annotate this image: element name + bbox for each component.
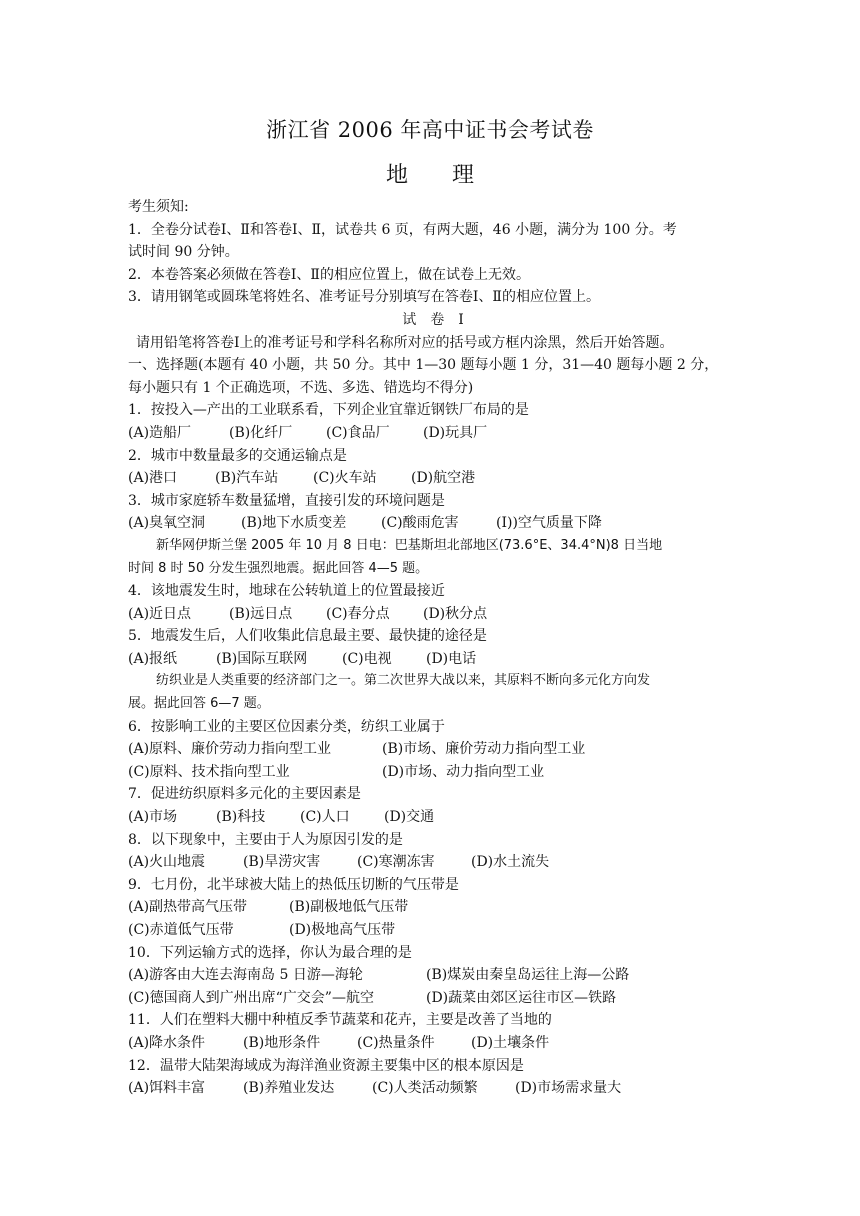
option: (A)游客由大连去海南岛 5 日游—海轮 <box>128 967 363 984</box>
question-stem: 8．以下现象中，主要由于人为原因引发的是 <box>128 831 403 848</box>
option: (B)旱涝灾害 <box>243 854 321 871</box>
option: (C)原料、技术指向型工业 <box>128 763 290 780</box>
material-textile: 纺织业是人类重要的经济部门之一。第二次世界大战以来，其原料不断向多元化方向发 <box>156 673 651 689</box>
question-options <box>128 919 738 942</box>
option: (A)造船厂 <box>128 424 192 441</box>
question-stem: 3．城市家庭轿车数量猛增，直接引发的环境问题是 <box>128 492 445 509</box>
question-stem: 10．下列运输方式的选择，你认为最合理的是 <box>128 944 412 961</box>
question-options <box>128 761 738 784</box>
option: (A)饵料丰富 <box>128 1080 206 1097</box>
option: (A)近日点 <box>128 605 192 622</box>
question-options <box>128 806 738 829</box>
option: (A)副热带高气压带 <box>128 899 248 916</box>
part-title-cont: 每小题只有 1 个正确选项，不选、多选、错选均不得分) <box>128 379 474 396</box>
option: (A)报纸 <box>128 650 178 667</box>
question-stem: 6．按影响工业的主要区位因素分类，纺织工业属于 <box>128 718 445 735</box>
question-stem: 9．七月份，北半球被大陆上的热低压切断的气压带是 <box>128 876 459 893</box>
question-stem: 1．按投入—产出的工业联系看，下列企业宜靠近钢铁厂布局的是 <box>128 402 529 419</box>
option: (C)赤道低气压带 <box>128 922 234 938</box>
notice-item: 2．本卷答案必须做在答卷Ⅰ、Ⅱ的相应位置上，做在试卷上无效。 <box>128 266 530 283</box>
option: (A)臭氧空洞 <box>128 515 206 532</box>
option: (C)电视 <box>342 650 392 667</box>
section-heading: 试 卷 Ⅰ <box>402 311 464 328</box>
option: (B)养殖业发达 <box>243 1080 335 1097</box>
option: (D)玩具厂 <box>423 424 488 441</box>
option: (A)降水条件 <box>128 1034 206 1051</box>
option: (B)科技 <box>216 809 266 826</box>
part-title: 一、选择题(本题有 40 小题，共 50 分。其中 1—30 题每小题 1 分，31—40 题每小题 2 分， <box>128 357 719 374</box>
option: (D)电话 <box>426 650 477 667</box>
option: (C)火车站 <box>313 470 377 487</box>
option: (B)地形条件 <box>243 1034 321 1051</box>
option: (D)航空港 <box>411 470 476 487</box>
notice-item: 1．全卷分试卷Ⅰ、Ⅱ和答卷Ⅰ、Ⅱ，试卷共 6 页，有两大题，46 小题，满分为 100 分。考 <box>128 221 677 238</box>
option: (C)食品厂 <box>326 424 390 441</box>
question-options <box>128 422 738 445</box>
question-stem: 11．人们在塑料大棚中种植反季节蔬菜和花卉，主要是改善了当地的 <box>128 1012 552 1029</box>
notice-heading: 考生须知: <box>128 199 189 215</box>
option: (C)人类活动频繁 <box>372 1080 478 1097</box>
exam-body <box>128 196 738 1100</box>
option: (B)煤炭由秦皇岛运往上海—公路 <box>426 967 630 984</box>
question-options <box>128 896 738 919</box>
question-options <box>128 467 738 490</box>
option: (D)极地高气压带 <box>289 922 396 938</box>
option: (C)寒潮冻害 <box>357 854 435 871</box>
section-instruction: 请用铅笔将答卷Ⅰ上的准考证号和学科名称所对应的括号或方框内涂黑，然后开始答题。 <box>136 334 674 351</box>
option: (C)人口 <box>300 809 350 826</box>
option: (A)市场 <box>128 809 178 826</box>
option: (B)汽车站 <box>215 470 279 487</box>
option: (D)交通 <box>384 809 435 826</box>
option: (D)市场、动力指向型工业 <box>382 763 545 780</box>
option: (B)市场、廉价劳动力指向型工业 <box>382 741 586 758</box>
material-quake-cont: 时间 8 时 50 分发生强烈地震。据此回答 4—5 题。 <box>128 560 429 576</box>
question-options <box>128 1032 738 1055</box>
option: (B)远日点 <box>229 605 293 622</box>
question-options <box>128 512 738 535</box>
question-stem: 2．城市中数量最多的交通运输点是 <box>128 447 347 464</box>
option: (B)化纤厂 <box>229 424 293 441</box>
subject-heading <box>0 158 860 189</box>
option: (D)水土流失 <box>471 854 550 871</box>
question-stem: 5．地震发生后，人们收集此信息最主要、最快捷的途径是 <box>128 628 487 645</box>
option: (A)火山地震 <box>128 854 206 871</box>
subject-char-1: 地 <box>385 163 408 188</box>
option: (C)酸雨危害 <box>381 515 459 532</box>
option: (B)国际互联网 <box>216 650 308 667</box>
question-stem: 12．温带大陆架海域成为海洋渔业资源主要集中区的根本原因是 <box>128 1057 524 1074</box>
question-options <box>128 738 738 761</box>
question-options <box>128 1077 738 1100</box>
subject-char-2: 理 <box>452 163 475 188</box>
exam-title: 浙江省 2006 年高中证书会考试卷 <box>266 118 594 142</box>
notice-item: 3．请用钢笔或圆珠笔将姓名、准考证号分别填写在答卷Ⅰ、Ⅱ的相应位置上。 <box>128 289 600 306</box>
question-options <box>128 851 738 874</box>
option: (A)港口 <box>128 470 178 487</box>
material-quake: 新华网伊斯兰堡 2005 年 10 月 8 日电：巴基斯坦北部地区(73.6°E、34.4°N)8 日当地 <box>156 537 663 553</box>
option: (D)市场需求量大 <box>515 1080 622 1097</box>
question-stem: 7．促进纺织原料多元化的主要因素是 <box>128 786 361 803</box>
option: (B)地下水质变差 <box>241 515 347 532</box>
option: (D)秋分点 <box>423 605 488 622</box>
option: (C)热量条件 <box>357 1034 435 1051</box>
question-options <box>128 964 738 987</box>
question-options <box>128 987 738 1010</box>
option: (D)土壤条件 <box>471 1034 550 1051</box>
option: (I))空气质量下降 <box>496 515 602 532</box>
option: (C)德国商人到广州出席“广交会”—航空 <box>128 989 374 1006</box>
option: (D)蔬菜由郊区运往市区—铁路 <box>426 989 617 1006</box>
notice-item: 试时间 90 分钟。 <box>128 244 239 261</box>
option: (B)副极地低气压带 <box>289 899 409 916</box>
question-options <box>128 648 738 671</box>
option: (A)原料、廉价劳动力指向型工业 <box>128 741 332 758</box>
option: (C)春分点 <box>326 605 390 622</box>
question-options <box>128 603 738 626</box>
question-stem: 4．该地震发生时，地球在公转轨道上的位置最接近 <box>128 583 445 600</box>
material-textile-cont: 展。据此回答 6—7 题。 <box>128 696 270 712</box>
